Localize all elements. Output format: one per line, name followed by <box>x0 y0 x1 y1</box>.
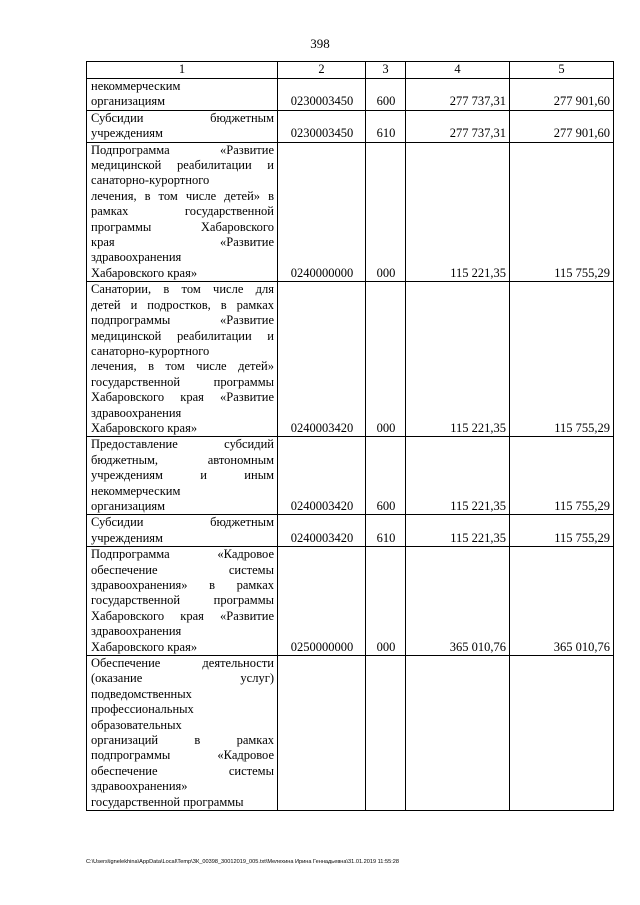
row-sum-2020-cell: 115 755,29 <box>510 437 614 515</box>
row-name-line: рамках государственной <box>91 204 274 219</box>
row-name-line: здравоохранения» в рамках <box>91 578 274 592</box>
row-code-cell: 0250000000 <box>278 547 366 656</box>
row-name-line: медицинской реабилитации и <box>91 158 274 173</box>
row-sum-2019-cell: 115 221,35 <box>406 142 510 282</box>
row-sum-2019-cell: 277 737,31 <box>406 79 510 111</box>
row-name-line: профессиональных <box>91 702 194 717</box>
row-name-cell <box>87 515 278 547</box>
row-name-line: Хабаровского края» <box>91 420 198 435</box>
row-name-cell <box>87 142 278 282</box>
row-name-line: Хабаровского края» <box>91 265 198 280</box>
row-name-cell <box>87 110 278 142</box>
table-row <box>87 515 614 547</box>
row-name-line: программы Хабаровского <box>91 219 274 234</box>
file-path-footer: C:\Users\ignelekhina\AppData\Local\Temp\ЗК_00398_30012019_005.txt\Мелехина Ирина Геннадьевна\31.01.2019 11:55:28 <box>86 859 399 865</box>
row-name-line: Субсидии бюджетным <box>91 515 274 530</box>
row-name-line: бюджетным, автономным <box>91 452 274 467</box>
table-row <box>87 437 614 515</box>
row-name-line: обеспечение системы <box>91 763 274 778</box>
row-name-line: Подпрограмма «Развитие <box>91 142 274 157</box>
row-name-line: учреждениям <box>91 530 163 545</box>
row-code-cell <box>278 656 366 811</box>
table-header-row <box>87 62 614 79</box>
row-name-line: (оказание услуг) <box>91 671 274 686</box>
row-code-cell: 0240003420 <box>278 515 366 547</box>
row-sum-2020-cell: 365 010,76 <box>510 547 614 656</box>
row-sum-2019-cell: 365 010,76 <box>406 547 510 656</box>
row-name-line: Хабаровского края «Развитие <box>91 608 274 623</box>
row-name-line: медицинской реабилитации и <box>91 328 274 343</box>
row-name-line: здравоохранения <box>91 405 182 420</box>
row-name-line: лечения, в том числе детей» в <box>91 188 274 203</box>
row-name-line: некоммерческим <box>91 79 181 93</box>
row-name-line: организациям <box>91 94 166 109</box>
column-header: 3 <box>366 62 406 79</box>
row-code-cell: 0240003420 <box>278 437 366 515</box>
table-row <box>87 282 614 437</box>
row-name-line: учреждениям <box>91 126 163 141</box>
row-vr-cell: 610 <box>366 110 406 142</box>
row-sum-2019-cell: 277 737,31 <box>406 110 510 142</box>
row-name-line: Хабаровского края» <box>91 639 198 654</box>
row-name-line: образовательных <box>91 717 182 732</box>
row-name-line: детей и подростков, в рамках <box>91 297 274 312</box>
table-row <box>87 656 614 811</box>
row-name-line: организациям <box>91 498 166 513</box>
row-vr-cell: 000 <box>366 142 406 282</box>
row-name-line: подпрограммы «Развитие <box>91 313 274 328</box>
row-name-line: государственной программы <box>91 374 274 389</box>
row-name-cell <box>87 437 278 515</box>
row-vr-cell: 600 <box>366 79 406 111</box>
row-vr-cell: 600 <box>366 437 406 515</box>
row-sum-2019-cell: 115 221,35 <box>406 437 510 515</box>
row-name-line: обеспечение системы <box>91 562 274 577</box>
table-row <box>87 142 614 282</box>
row-name-line: лечения, в том числе детей» <box>91 359 274 374</box>
row-vr-cell: 000 <box>366 547 406 656</box>
budget-table <box>86 61 614 811</box>
row-name-line: организаций в рамках <box>91 733 274 748</box>
row-code-cell: 0240000000 <box>278 142 366 282</box>
row-name-line: государственной программы <box>91 593 274 608</box>
row-name-line: здравоохранения <box>91 624 182 639</box>
table-row <box>87 110 614 142</box>
row-vr-cell: 610 <box>366 515 406 547</box>
row-name-line: Санатории, в том числе для <box>91 282 274 297</box>
row-sum-2020-cell: 115 755,29 <box>510 515 614 547</box>
table-row <box>87 547 614 656</box>
row-name-line: учреждениям и иным <box>91 468 274 483</box>
row-sum-2019-cell: 115 221,35 <box>406 282 510 437</box>
row-sum-2019-cell <box>406 656 510 811</box>
row-vr-cell <box>366 656 406 811</box>
page-number: 398 <box>310 36 330 51</box>
row-name-line: санаторно-курортного <box>91 343 210 358</box>
row-name-line: государственной программы <box>91 794 244 809</box>
row-name-cell <box>87 547 278 656</box>
row-name-line: Предоставление субсидий <box>91 437 274 452</box>
row-name-cell <box>87 79 278 111</box>
row-name-line: некоммерческим <box>91 483 181 498</box>
row-name-line: края «Развитие <box>91 235 274 250</box>
row-name-line: санаторно-курортного <box>91 173 210 188</box>
row-code-cell: 0240003420 <box>278 282 366 437</box>
row-name-line: Обеспечение деятельности <box>91 656 274 671</box>
row-sum-2019-cell: 115 221,35 <box>406 515 510 547</box>
row-sum-2020-cell: 277 901,60 <box>510 79 614 111</box>
row-name-line: подпрограммы «Кадровое <box>91 748 274 763</box>
row-sum-2020-cell: 115 755,29 <box>510 142 614 282</box>
column-header: 2 <box>278 62 366 79</box>
column-header: 5 <box>510 62 614 79</box>
row-name-line: подведомственных <box>91 686 192 701</box>
row-sum-2020-cell: 277 901,60 <box>510 110 614 142</box>
row-code-cell: 0230003450 <box>278 79 366 111</box>
row-name-line: Подпрограмма «Кадровое <box>91 547 274 562</box>
row-name-cell <box>87 656 278 811</box>
row-sum-2020-cell: 115 755,29 <box>510 282 614 437</box>
column-header: 1 <box>87 62 278 79</box>
row-name-line: здравоохранения» <box>91 779 188 794</box>
row-name-line: здравоохранения <box>91 250 182 265</box>
column-header: 4 <box>406 62 510 79</box>
row-name-line: Хабаровского края «Развитие <box>91 390 274 405</box>
row-vr-cell: 000 <box>366 282 406 437</box>
row-name-line: Субсидии бюджетным <box>91 110 274 125</box>
table-row <box>87 79 614 111</box>
row-name-cell <box>87 282 278 437</box>
row-code-cell: 0230003450 <box>278 110 366 142</box>
row-sum-2020-cell <box>510 656 614 811</box>
